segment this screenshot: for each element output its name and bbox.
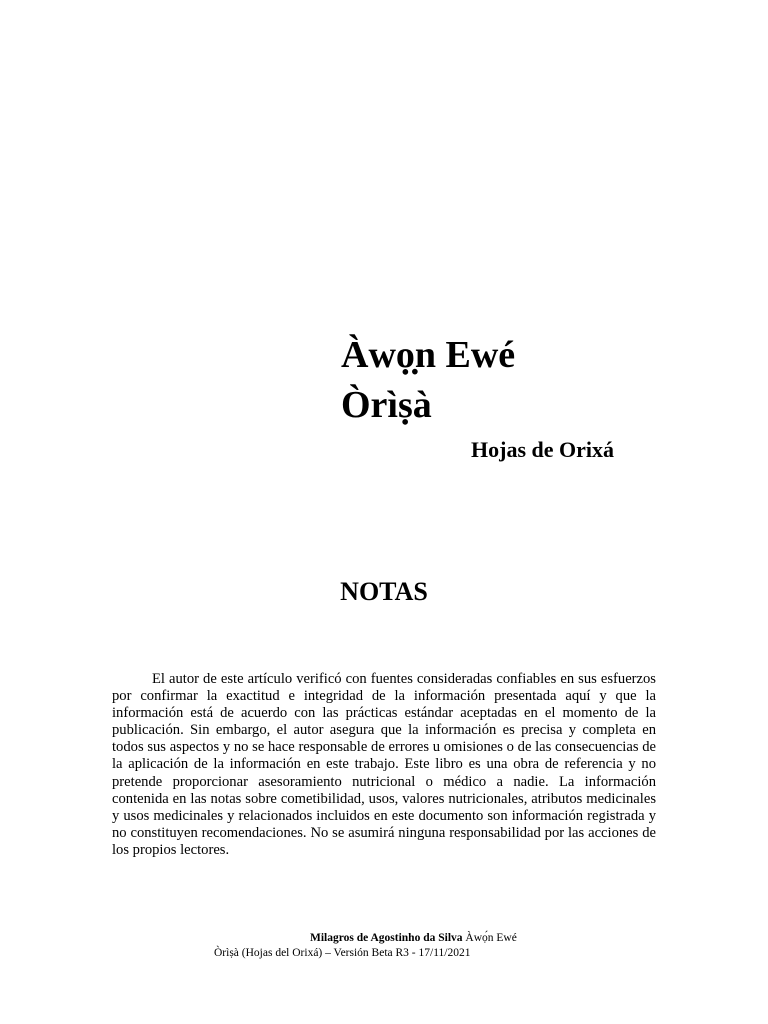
footer-line-1 xyxy=(0,931,768,945)
title-line-1: Àwọ̣n Ewé xyxy=(341,334,516,376)
title-line-2: Òrìṣà xyxy=(341,384,432,426)
footer-line-2: Òrìṣà (Hojas del Orixá) – Versión Beta R3 - 17/11/2021 xyxy=(214,947,471,959)
footer-author: Milagros de Agostinho da Silva xyxy=(310,932,463,944)
subtitle: Hojas de Orixá xyxy=(471,437,614,462)
notes-paragraph: El autor de este artículo verificó con fuentes consideradas confiables en sus esfuerzos por confirmar la exactitud e integridad de la información presentada aquí y que la información está de acuerdo con las prácticas estándar aceptadas en el momento de la publicación. Sin embargo, el autor asegura que la información es precisa y completa en todos sus aspectos y no se hace responsable de errores u omisiones o de las consecuencias de la aplicación de la información en este trabajo. Este libro es una obra de referencia y no pretende proporcionar asesoramiento nutricional o médico a nadie. La información contenida en las notas sobre cometibilidad, usos, valores nutricionales, atributos medicinales y usos medicinales y relacionados incluidos en este documento son información registrada y no constituyen recomendaciones. No se asumirá ninguna responsabilidad por las acciones de los propios lectores. xyxy=(112,671,656,858)
footer-book-title-start: Àwọ́n Ewé xyxy=(465,932,517,944)
section-heading-notas: NOTAS xyxy=(340,577,428,606)
